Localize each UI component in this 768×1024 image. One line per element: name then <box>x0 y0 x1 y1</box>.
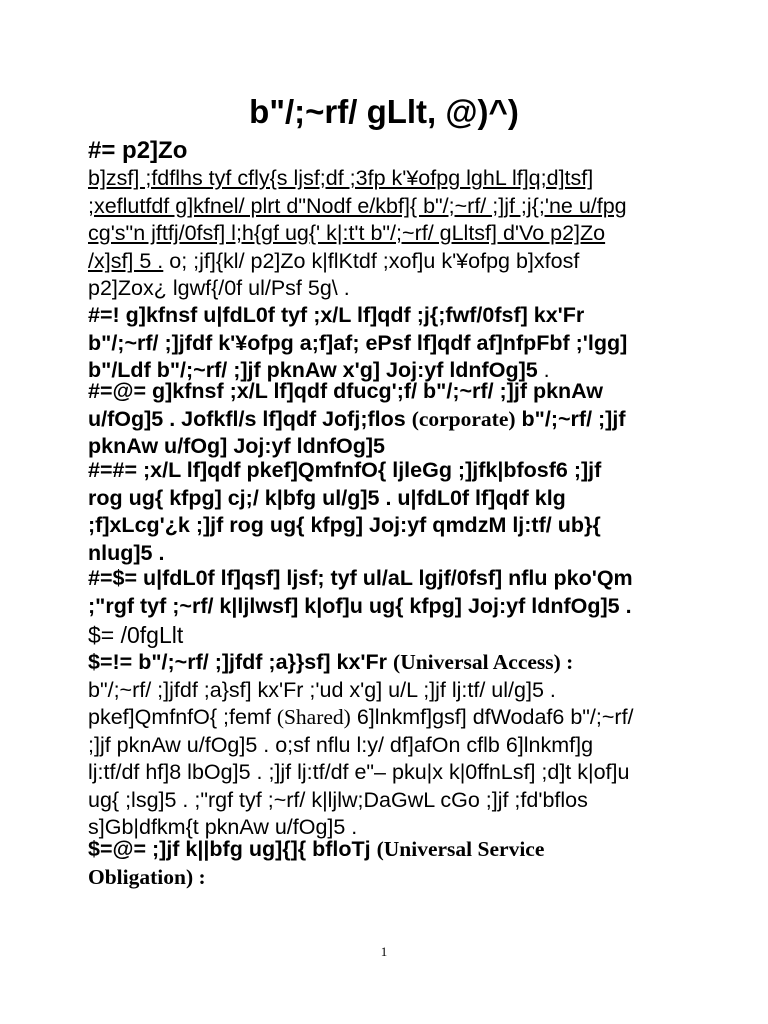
item-3-2 <box>88 378 688 461</box>
text-span: (Universal Service <box>376 837 545 861</box>
text-span: (Universal Access) : <box>393 650 574 674</box>
text-line: b"/;~rf/ ;]jfdf k'¥ofpg a;f]af; ePsf lf]qdf af]nfpFbf ;'lgg] <box>88 330 628 355</box>
text-span: b"/;~rf/ ;]jf <box>521 406 626 431</box>
text-line: ;xeflutfdf g]kfnel/ plrt d"Nodf e/kbf]{ b"/;~rf/ ;]jf ;j{;'ne u/fpg <box>88 193 627 218</box>
text-line: pknAw u/fOg] Joj:yf ldnfOg]5 <box>88 434 386 458</box>
text-line: p2]Zox¿ lgwf{/0f ul/Psf 5g\ . <box>88 276 350 300</box>
item-3-3 <box>88 457 688 567</box>
text-span: $=!= b"/;~rf/ ;]jfdf ;a}}sf] kx'Fr <box>88 650 388 674</box>
text-line: cg's"n jftfj/0fsf] l;h{gf ug{' k|:t't b"/;~rf/ gLltsf] d'Vo p2]Zo <box>88 221 606 245</box>
text-line: #=$= u|fdL0f lf]qsf] ljsf; tyf ul/aL lgjf/0fsf] nflu pko'Qm <box>88 566 633 590</box>
section-heading: #= p2]Zo <box>88 137 188 164</box>
text-line: Obligation) : <box>88 864 206 889</box>
text-line: b"/;~rf/ ;]jfdf ;a}sf] kx'Fr ;'ud x'g] u/L ;]jf lj:tf/ ul/g]5 . <box>88 677 556 702</box>
text-line: lj:tf/df hf]8 lbOg]5 . ;]jf lj:tf/df e"– pku|x k|0ffnLsf] ;d]t k|of]u <box>88 760 630 784</box>
text-line: rog ug{ kfpg] cj;/ k|bfg ul/g]5 . u|fdL0f lf]qdf klg <box>88 485 566 510</box>
text-span: 6]lnkmf]gsf] dfWodaf6 b"/;~rf/ <box>356 705 634 729</box>
text-span: (Shared) <box>276 705 351 729</box>
item-3-1: #=! g]kfnsf u|fdL0f tyf ;x/L lf]qdf ;j{;fwf/0fsf] kx'Fr b"/;~rf/ ;]jfdf k'¥ofpg a;f]af; ePsf lf]qdf af]nfpFbf ;'lgg] b"/Ldf b"/;~rf/ ;]jf pknAw x'g] Joj:yf ldnfOg]5 . <box>88 302 688 385</box>
item-3-4 <box>88 565 688 620</box>
text-line: b]zsf] ;fdflhs tyf cfly{s ljsf;df ;3fp k'¥ofpg lghL lf]q;d]tsf] <box>88 166 594 190</box>
paragraph-objective <box>88 165 688 303</box>
text-line: #=#= ;x/L lf]qdf pkef]QmfnfO{ ljleGg ;]jfk|bfosf6 ;]jf <box>88 458 602 482</box>
text-line: ;f]xLcg'¿k ;]jf rog ug{ kfpg] Joj:yf qmdzM lj:tf/ ub}{ <box>88 513 601 537</box>
text-line: s]Gb|dfkm{t pknAw u/fOg]5 . <box>88 815 358 839</box>
text-line: #=@= g]kfnsf ;x/L lf]qdf dfucg';f/ b"/;~rf/ ;]jf pknAw <box>88 379 604 403</box>
section-heading: $= /0fgLlt <box>88 622 184 648</box>
text-span: $=@= ;]jf k||bfg ug]{]{ bfloTj <box>88 837 371 861</box>
document-title: b"/;~rf/ gLlt, @)^) <box>249 93 519 130</box>
page-number: 1 <box>380 944 388 959</box>
text-span: /x]sf] 5 . <box>88 248 164 273</box>
text-span: b"/Ldf b"/;~rf/ ;]jf pknAw x'g] Joj:yf ldnfOg]5 <box>88 358 538 382</box>
item-4-2 <box>88 836 688 891</box>
text-line: ug{ ;lsg]5 . ;"rgf tyf ;~rf/ k|ljlw;DaGwL cGo ;]jf ;fd'bflos <box>88 787 588 812</box>
text-span: (corporate) <box>411 406 516 431</box>
text-line: nlug]5 . <box>88 540 165 565</box>
text-span: o; ;jf]{kl/ p2]Zo k|flKtdf ;xof]u k'¥ofpg b]xfosf <box>163 248 580 273</box>
text-line: ;"rgf tyf ;~rf/ k|ljlwsf] k|of]u ug{ kfpg] Joj:yf ldnfOg]5 . <box>88 593 632 618</box>
text-line: #=! g]kfnsf u|fdL0f tyf ;x/L lf]qdf ;j{;fwf/0fsf] kx'Fr <box>88 303 585 327</box>
item-4-1 <box>88 649 688 842</box>
section-3 <box>88 136 688 166</box>
text-span: pkef]QmfnfO{ ;femf <box>88 705 271 729</box>
text-line: ;]jf pknAw u/fOg]5 . o;sf nflu l:y/ df]afOn cflb 6]lnkmf]g <box>88 732 594 757</box>
section-4 <box>88 620 688 650</box>
text-span: u/fOg]5 . Jofkfl/s lf]qdf Jofj;flos <box>88 406 406 431</box>
